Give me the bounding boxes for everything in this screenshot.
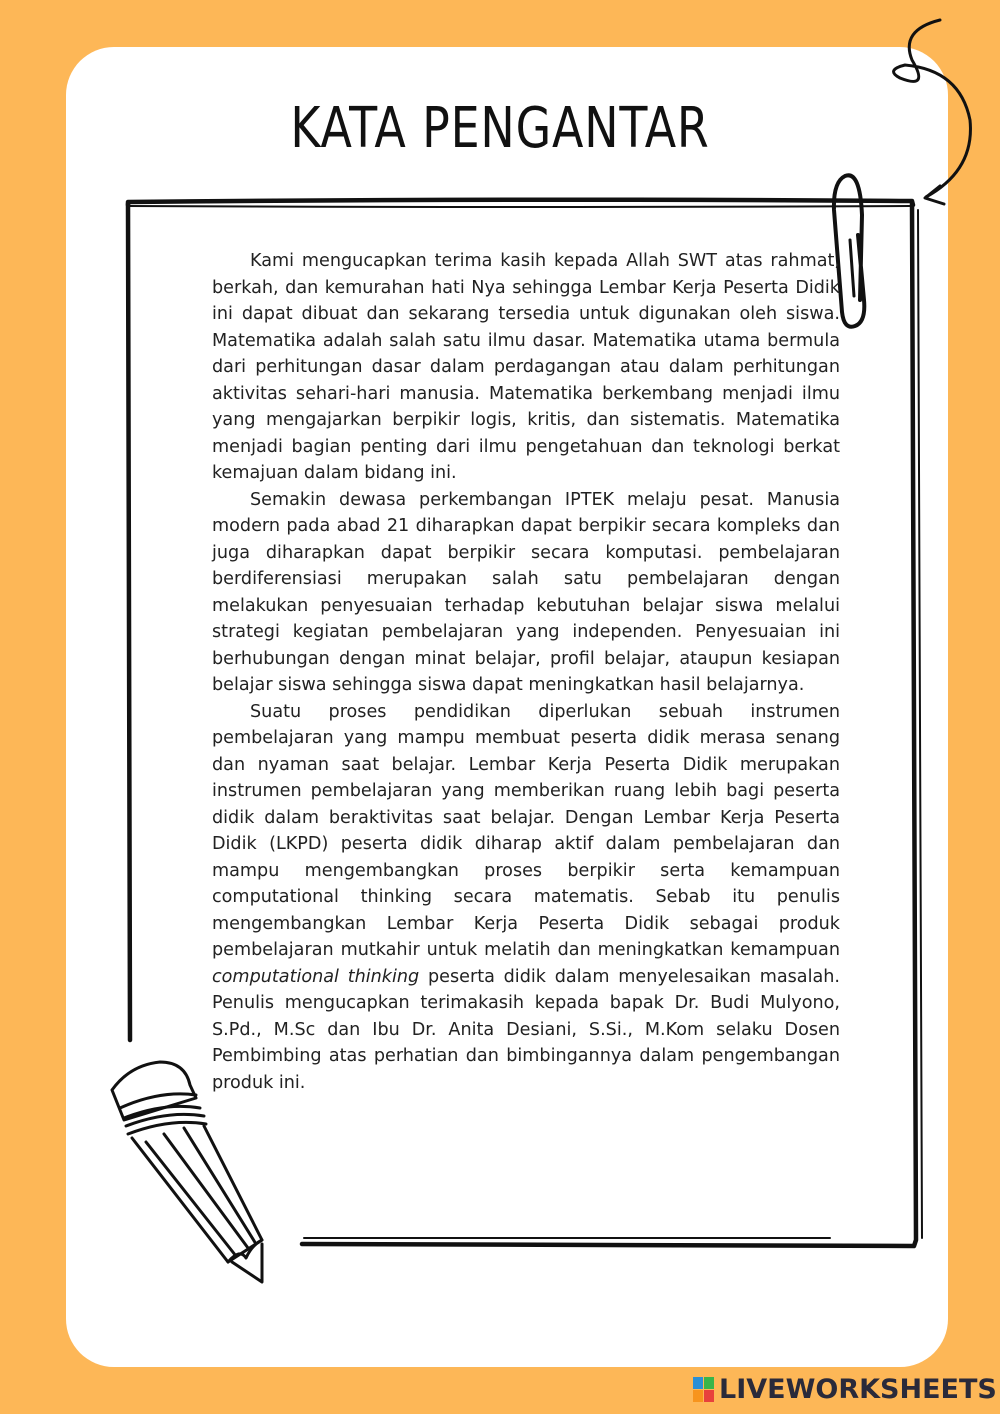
- paragraph-3-italic-term: computational thinking: [212, 966, 420, 987]
- liveworksheets-watermark[interactable]: [693, 1374, 997, 1405]
- watermark-brand: LIVEWORKSHEETS: [719, 1374, 997, 1405]
- liveworksheets-logo-icon: [693, 1377, 715, 1403]
- paragraph-2: [212, 487, 840, 699]
- paragraph-2-text: Semakin dewasa perkembangan IPTEK melaju pesat. Manusia modern pada abad 21 diharapkan dapat berpikir secara kompleks dan juga diharapkan dapat berpikir secara komputasi. pembelajaran berdiferensiasi merupakan salah satu pembelajaran dengan melakukan penyesuaian terhadap kebutuhan belajar siswa melalui strategi kegiatan pembelajaran yang independen. Penyesuaian ini berhubungan dengan minat belajar, profil belajar, ataupun kesiapan belajar siswa sehingga siswa dapat meningkatkan hasil belajarnya.: [212, 489, 840, 695]
- paragraph-3-text-b: peserta didik dalam menyelesaikan masalah. Penulis mengucapkan terimakasih kepada bapak Dr. Budi Mulyono, S.Pd., M.Sc dan Ibu Dr. Anita Desiani, S.Si., M.Kom selaku Dosen Pembimbing atas perhatian dan bimbingannya dalam pengembangan produk ini.: [212, 966, 840, 1093]
- paragraph-1-text: Kami mengucapkan terima kasih kepada Allah SWT atas rahmat, berkah, dan kemurahan hati Nya sehingga Lembar Kerja Peserta Didik ini dapat dibuat dan sekarang tersedia untuk digunakan oleh siswa. Matematika adalah salah satu ilmu dasar. Matematika utama bermula dari perhitungan dasar dalam perdagangan atau dalam perhitungan aktivitas sehari-hari manusia. Matematika berkembang menjadi ilmu yang mengajarkan berpikir logis, kritis, dan sistematis. Matematika menjadi bagian penting dari ilmu pengetahuan dan teknologi berkat kemajuan dalam bidang ini.: [212, 251, 840, 483]
- page-title: KATA PENGANTAR: [290, 96, 710, 161]
- paragraph-3: [212, 699, 840, 1097]
- paragraph-3-text-a: Suatu proses pendidikan diperlukan sebuah instrumen pembelajaran yang mampu membuat peserta didik merasa senang dan nyaman saat belajar. Lembar Kerja Peserta Didik merupakan instrumen pembelajaran yang memberikan ruang lebih bagi peserta didik dalam beraktivitas saat belajar. Dengan Lembar Kerja Peserta Didik (LKPD) peserta didik diharap aktif dalam pembelajaran dan mampu mengembangkan proses berpikir serta kemampuan computational thinking secara matematis. Sebab itu penulis mengembangkan Lembar Kerja Peserta Didik sebagai produk pembelajaran mutkahir untuk melatih dan meningkatkan kemampuan: [212, 701, 840, 960]
- paragraph-1: [212, 248, 840, 487]
- body-text: [212, 248, 840, 1096]
